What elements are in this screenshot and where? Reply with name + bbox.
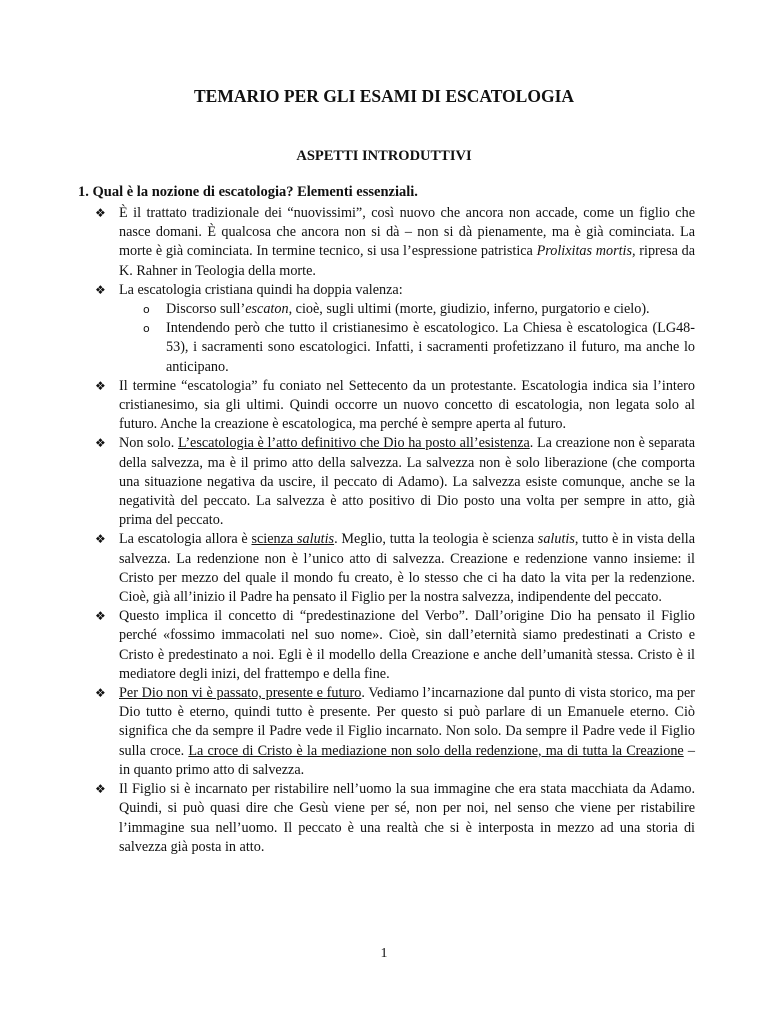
bullet-item	[0, 780, 768, 857]
bullet-text-italic: Prolixitas mortis,	[536, 243, 636, 260]
diamond-bullet-icon: ❖	[95, 532, 106, 547]
bullet-text-underlined	[251, 531, 334, 547]
bullet-item	[0, 607, 768, 684]
diamond-bullet-icon: ❖	[95, 282, 106, 297]
bullet-item	[0, 684, 768, 780]
bullet-item	[0, 281, 768, 300]
diamond-bullet-icon: ❖	[95, 782, 106, 797]
section-title: ASPETTI INTRODUTTIVI	[296, 148, 472, 164]
circle-bullet-icon: o	[143, 303, 150, 317]
sub-bullet-text-italic: escaton	[245, 301, 289, 318]
page-number: 1	[380, 946, 388, 961]
bullet-item	[0, 434, 768, 530]
bullet-text: . La creazione non è separata della salvezza, ma è il primo atto della salvezza. La salvezza non è solo liberazione (che comporta una situazione negativa da uscire, il peccato di Adamo). La salvezza esiste comunque, anche se la negatività del peccato. La salvezza è atto positivo di Dio posto una volta per sempre in atto, già prima del peccato.	[119, 435, 696, 529]
bullet-text: È il trattato tradizionale dei “nuovissimi”, così nuovo che ancora non accade, come un figlio che nasce domani. È qualcosa che ancora non si dà – non si dà pienamente, ma è già cominciata. La morte è già cominciata. In termine tecnico, si usa l’espressione patristica	[119, 205, 695, 260]
answer-body	[0, 204, 768, 857]
bullet-text: La escatologia allora è	[119, 531, 252, 548]
diamond-bullet-icon: ❖	[95, 436, 106, 451]
bullet-text-underlined: Per Dio non vi è passato, presente e futuro	[119, 685, 362, 702]
bullet-text-underlined: La croce di Cristo è la mediazione non solo della redenzione, ma di tutta la Creazione	[188, 742, 684, 759]
bullet-text: . Meglio, tutta la teologia è scienza	[334, 531, 538, 548]
bullet-text: Questo implica il concetto di “predestinazione del Verbo”. Dall’origine Dio ha pensato il Figlio perché «fossimo immacolati nel suo nome». Cioè, sin dall’eternità siamo predestinati a Cristo e Cristo è predestinato a noi. Egli è il modello della Creazione e anche dell’umanità stessa. Cristo è il mediatore degli inizi, del frattempo e della fine.	[119, 608, 695, 682]
sub-bullet-item	[0, 300, 768, 319]
bullet-text: ripresa da K. Rahner in Teologia della morte.	[119, 243, 696, 279]
bullet-text: – in quanto primo atto di salvezza.	[119, 742, 695, 778]
bullet-text: La escatologia cristiana quindi ha doppia valenza:	[119, 281, 403, 298]
bullet-text: Il termine “escatologia” fu coniato nel Settecento da un protestante. Escatologia indica sia l’intero cristianesimo, sia gli ultimi. Quindi occorre un nuovo concetto di escatologia, non legata solo al futuro. Anche la creazione è escatologica, ma perché è sempre aperta al futuro.	[119, 377, 695, 433]
bullet-item	[0, 530, 768, 607]
document-title: TEMARIO PER GLI ESAMI DI ESCATOLOGIA	[193, 86, 575, 106]
diamond-bullet-icon: ❖	[95, 378, 106, 393]
sub-bullet-item	[0, 319, 768, 377]
bullet-item	[0, 377, 768, 435]
sub-bullet-text: Discorso sull’	[166, 301, 246, 318]
bullet-text-italic: salutis	[537, 531, 575, 548]
bullet-text: Il Figlio si è incarnato per ristabilire nell’uomo la sua immagine che era stata macchiata da Adamo. Quindi, si può quasi dire che Gesù viene per sé, non per noi, nel senso che viene per ristabilire l’immagine sua nell’uomo. Il peccato è una realtà che si è interposta in mezzo ad una storia di salvezza già posta in atto.	[119, 781, 695, 855]
circle-bullet-icon: o	[143, 322, 150, 336]
bullet-text-underlined-italic: salutis	[297, 531, 335, 548]
bullet-text: Non solo.	[119, 435, 178, 452]
question-heading: 1. Qual è la nozione di escatologia? Elementi essenziali.	[78, 184, 418, 200]
diamond-bullet-icon: ❖	[95, 609, 106, 624]
bullet-item	[0, 204, 768, 281]
sub-bullet-text: Intendendo però che tutto il cristianesimo è escatologico. La Chiesa è escatologica (LG48-53), i sacramenti sono escatologici. Infatti, i sacramenti profetizzano il futuro, ma anche lo anticipano.	[166, 320, 695, 375]
diamond-bullet-icon: ❖	[95, 206, 106, 220]
bullet-text: , tutto è in vista della salvezza. La redenzione non è l’unico atto di salvezza. Creazione e redenzione vanno insieme: il Cristo per mezzo del quale il mondo fu creato, è lo stesso che ci ha dato la vita per la redenzione. Cioè, già all’inizio il Padre ha pensato il Figlio per la nostra salvezza, indipendente del peccato.	[119, 531, 696, 606]
diamond-bullet-icon: ❖	[95, 686, 106, 701]
bullet-text-underlined: L’escatologia è l’atto definitivo che Dio ha posto all’esistenza	[177, 435, 530, 452]
bullet-text-underlined-part: scienza	[251, 531, 298, 548]
bullet-text: . Vediamo l’incarnazione dal punto di vista storico, ma per Dio tutto è eterno, quindi tutto è presente. Per questo si può parlare di un Emanuele eterno. Ciò significa che da sempre il Padre vede il Figlio incarnato. Non solo. Da sempre il Padre vede il Figlio sulla croce.	[119, 685, 695, 759]
sub-bullet-text: , cioè, sugli ultimi (morte, giudizio, inferno, purgatorio e cielo).	[288, 301, 650, 318]
